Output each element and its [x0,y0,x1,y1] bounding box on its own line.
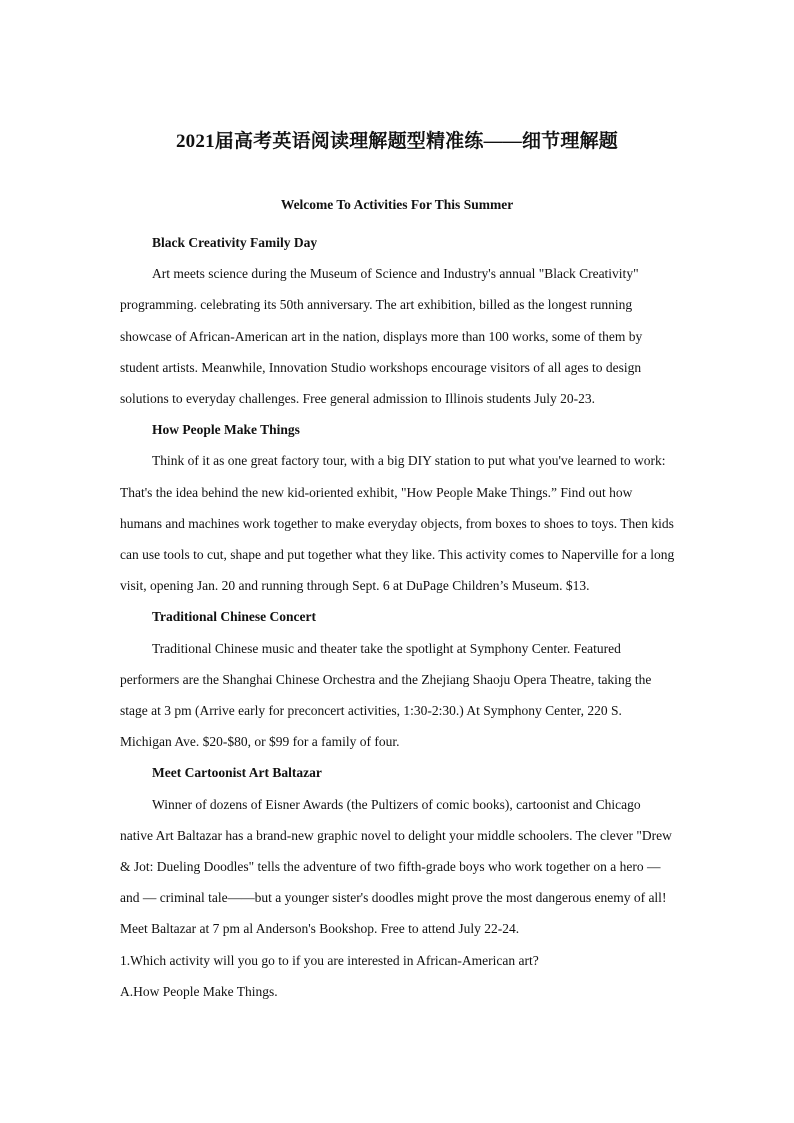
section-heading: How People Make Things [152,422,300,438]
section-paragraph: Traditional Chinese music and theater take the spotlight at Symphony Center. Featured performers are the Shanghai Chinese Orchestra and the Zhejiang Shaoju Opera Theatre, taking the stage at 3 pm (Arrive early for preconcert activities, 1:30-2:30.) At Symphony Center, 220 S. Michigan Ave. $20-$80, or $99 for a family of four. [120,640,652,750]
section-paragraph: Winner of dozens of Eisner Awards (the Pultizers of comic books), cartoonist and Chicago native Art Baltazar has a brand-new graphic novel to delight your middle schoolers. The clever "Drew & Jot: Dueling Doodles" tells the adventure of two fifth-grade boys who work together on a hero — and — criminal tale——but a younger sister's doodles might prove the most dangerous enemy of all! Meet Baltazar at 7 pm al Anderson's Bookshop. Free to attend July 22-24. [120,796,672,937]
passage-title: Welcome To Activities For This Summer [280,197,514,212]
section-paragraph: Think of it as one great factory tour, with a big DIY station to put what you've learned to work: That's the idea behind the new kid-oriented exhibit, "How People Make Things.” Find out how humans and machines work together to make everyday objects, from boxes to shoes to toys. Then kids can use tools to cut, shape and put together what they like. This activity comes to Naperville for a long visit, opening Jan. 20 and running through Sept. 6 at DuPage Children’s Museum. $13. [120,453,675,594]
section-paragraph: Art meets science during the Museum of Science and Industry's annual "Black Creativity" programming. celebrating its 50th anniversary. The art exhibition, billed as the longest running showcase of African-American art in the nation, displays more than 100 works, some of them by student artists. Meanwhile, Innovation Studio workshops encourage visitors of all ages to design solutions to everyday challenges. Free general admission to Illinois students July 20-23. [120,266,643,407]
section-heading: Black Creativity Family Day [152,235,318,250]
section-heading: Traditional Chinese Concert [152,609,316,625]
section-heading: Meet Cartoonist Art Baltazar [152,765,322,781]
question-option-a: A.How People Make Things. [120,983,278,999]
document-title: 2021届高考英语阅读理解题型精准练——细节理解题 [175,131,618,152]
question-stem: 1.Which activity will you go to if you are interested in African-American art? [120,952,539,968]
passage-body [120,227,676,1007]
